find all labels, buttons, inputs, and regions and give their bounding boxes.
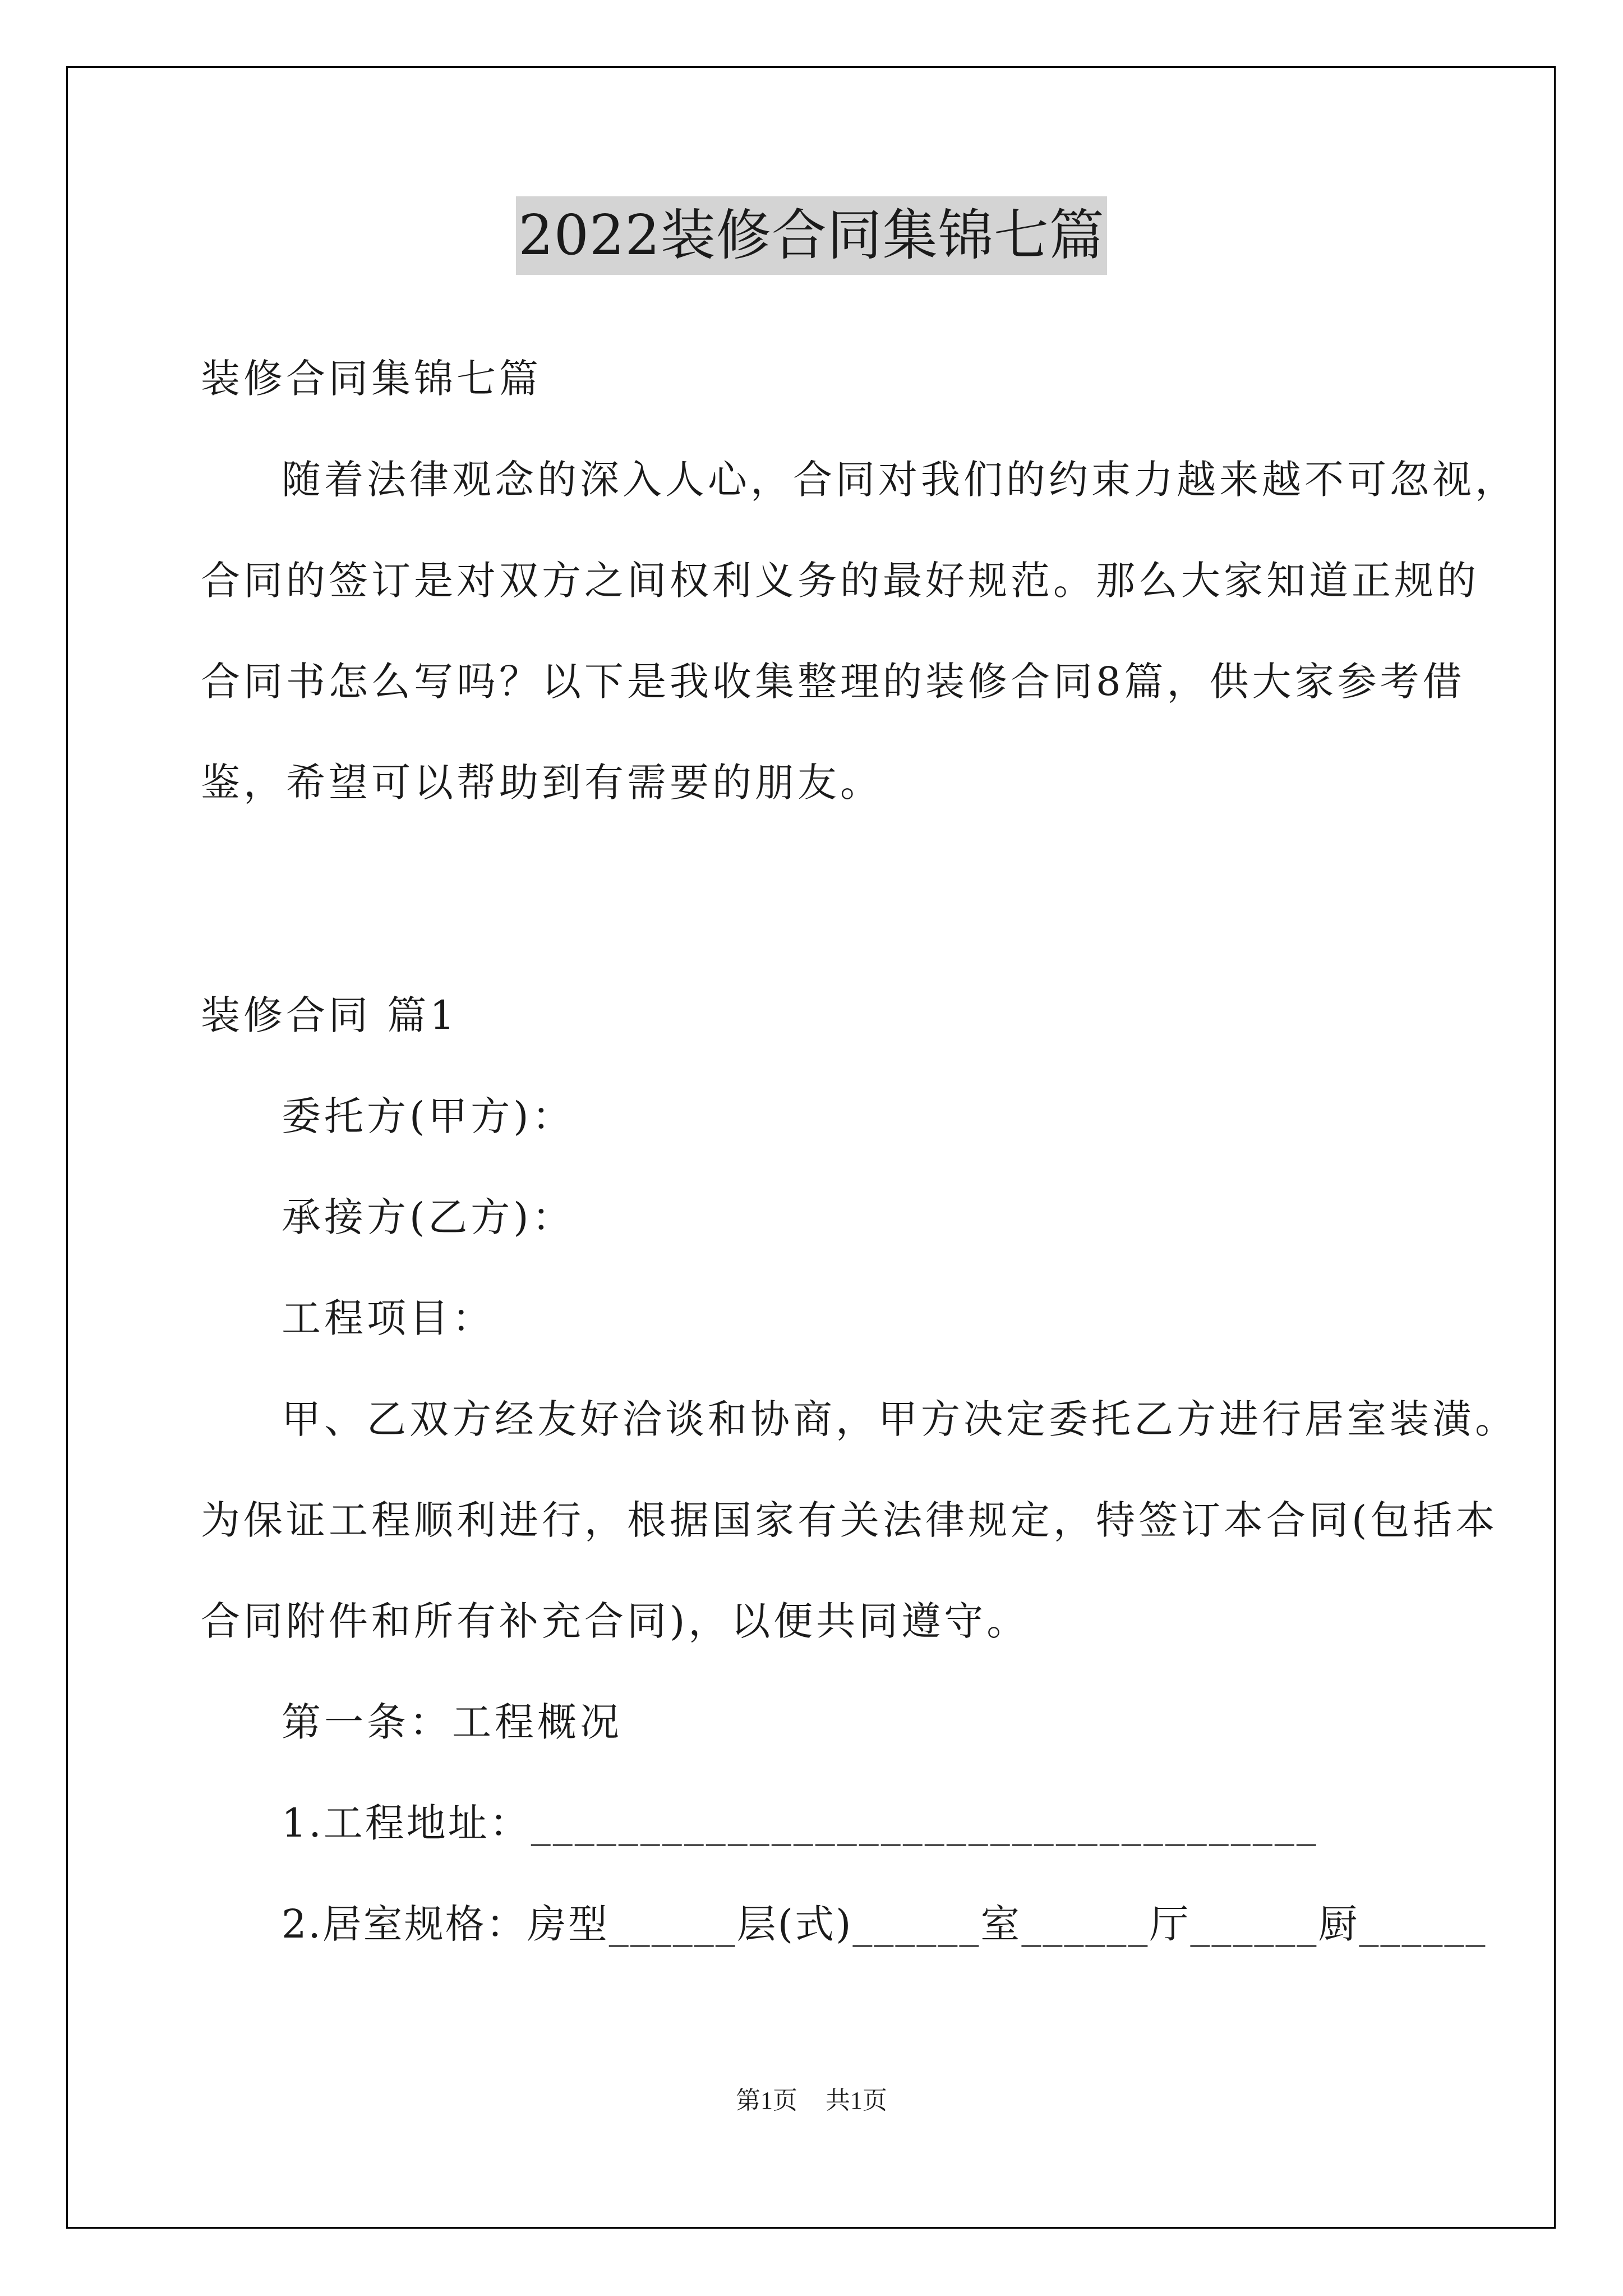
title-container xyxy=(0,196,1623,275)
agreement-line-3: 合同附件和所有补充合同)，以便共同遵守。 xyxy=(201,1598,1030,1644)
contractor-field: 承接方(乙方)： xyxy=(282,1194,575,1240)
client-field: 委托方(甲方)： xyxy=(282,1093,575,1139)
subtitle: 装修合同集锦七篇 xyxy=(201,356,542,402)
document-title: 2022装修合同集锦七篇 xyxy=(516,196,1106,275)
intro-line-2: 合同的签订是对双方之间权利义务的最好规范。那么大家知道正规的 xyxy=(201,558,1479,604)
room-spec-item: 2.居室规格：房型______层(式)______室______厅______厨______ xyxy=(282,1901,1487,1947)
agreement-line-2: 为保证工程顺利进行，根据国家有关法律规定，特签订本合同(包括本 xyxy=(201,1497,1498,1543)
intro-line-1: 随着法律观念的深入人心，合同对我们的约束力越来越不可忽视， xyxy=(282,457,1518,503)
page-number: 第1页 xyxy=(736,2087,797,2114)
agreement-line-1: 甲、乙双方经友好洽谈和协商，甲方决定委托乙方进行居室装潢。 xyxy=(282,1396,1518,1442)
intro-line-3: 合同书怎么写吗？以下是我收集整理的装修合同8篇，供大家参考借 xyxy=(201,659,1465,705)
address-item: 1.工程地址：____________________________________ xyxy=(282,1800,1318,1846)
article-heading: 第一条：工程概况 xyxy=(282,1699,623,1745)
intro-line-4: 鉴，希望可以帮助到有需要的朋友。 xyxy=(201,760,883,806)
page-footer xyxy=(0,2084,1623,2118)
section-heading: 装修合同 篇1 xyxy=(201,992,458,1038)
page-total: 共1页 xyxy=(826,2087,887,2114)
project-field: 工程项目： xyxy=(282,1295,495,1341)
